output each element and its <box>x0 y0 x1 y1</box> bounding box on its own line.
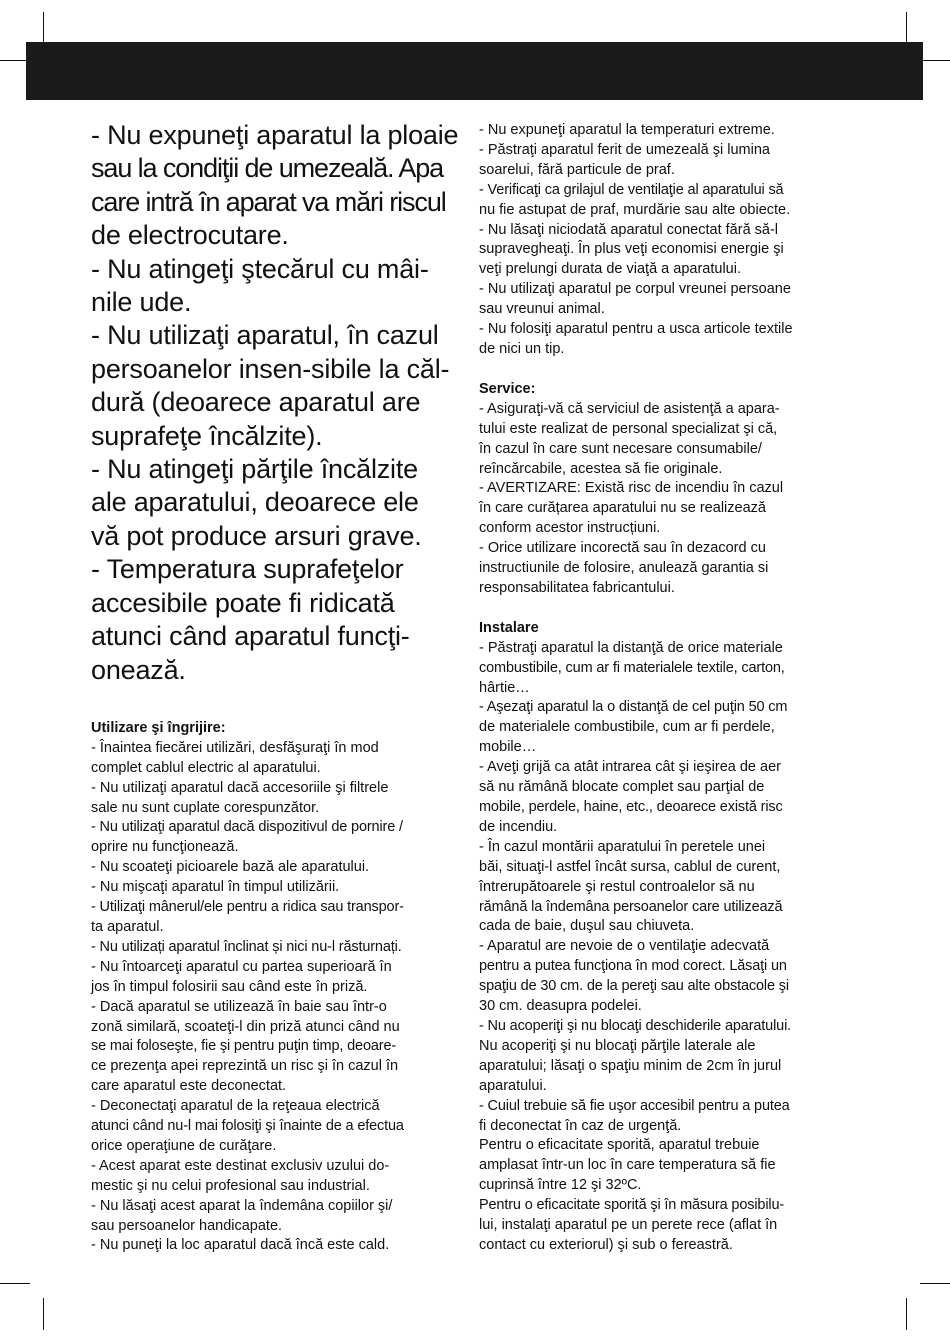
install-line: - Cuiul trebuie să fie uşor accesibil pentru a putea <box>479 1097 790 1114</box>
usage-line: - Nu scoateţi picioarele bază ale aparatului. <box>91 859 370 876</box>
usage-line: ta aparatul. <box>91 918 164 935</box>
install-line: spaţiu de 30 cm. de la pereţi sau alte obstacole şi <box>479 978 789 995</box>
intro-line: sau vreunui animal. <box>479 301 605 318</box>
usage-heading: Utilizare şi îngrijire: <box>91 719 226 736</box>
install-line: - În cazul montării aparatului în peretele unei <box>479 838 766 855</box>
warning-line: atunci când aparatul funcţi- <box>91 621 410 652</box>
install-line: aparatului; lăsaţi o spaţiu minim de 2cm în jurul <box>479 1057 782 1074</box>
usage-line: - Înaintea fiecărei utilizări, desfăşuraţi în mod <box>91 739 379 756</box>
install-line: pentru a putea funcţiona în mod corect. Lăsaţi un <box>479 958 787 975</box>
install-line: 30 cm. deasupra podelei. <box>479 998 642 1015</box>
install-line: - Aveţi grijă ca atât intrarea cât şi ieşirea de aer <box>479 759 781 776</box>
usage-line: complet cablul electric al aparatului. <box>91 759 321 776</box>
crop-mark <box>920 60 950 61</box>
install-line: băi, situaţi-l astfel încât sursa, cablul de curent, <box>479 858 781 875</box>
usage-line: atunci când nu-l mai folosiţi şi înainte de a efectua <box>91 1118 404 1135</box>
usage-line: zonă similară, scoateţi-l din priză atunci când nu <box>91 1018 400 1035</box>
install-line: cuprinsă între 12 şi 32ºC. <box>479 1177 642 1194</box>
install-section <box>479 639 851 1256</box>
warning-line: care intră în aparat va mări riscul <box>91 186 446 217</box>
usage-line: - Acest aparat este destinat exclusiv uzului do- <box>91 1157 390 1174</box>
intro-line: - Nu lăsaţi niciodată aparatul conectat fără să-l <box>479 221 779 238</box>
install-line: lui, instalaţi aparatul pe un perete rece (aflat în <box>479 1217 778 1234</box>
warning-line: - Temperatura suprafeţelor <box>91 554 404 585</box>
warning-line: - Nu atingeţi părţile încălzite <box>91 454 418 485</box>
install-line: Nu acoperiţi şi nu blocaţi părţile laterale ale <box>479 1037 756 1054</box>
service-line: - AVERTIZARE: Există risc de incendiu în cazul <box>479 480 784 497</box>
install-line: Pentru o eficacitate sporită şi în măsura posibilu- <box>479 1197 785 1214</box>
crop-mark <box>906 12 907 44</box>
install-line: hârtie… <box>479 679 530 696</box>
header-bar <box>26 42 923 100</box>
warning-line: sau la condiţii de umezeală. Apa <box>91 153 444 184</box>
usage-line: - Nu utilizaţi aparatul dacă dispozitivul de pornire / <box>91 819 403 836</box>
warning-line: de electrocutare. <box>91 220 289 251</box>
install-line: să nu rămână blocate complet sau parţial de <box>479 779 765 796</box>
install-line: amplasat într-un loc în care temperatura să fie <box>479 1157 776 1174</box>
warning-line: - Nu expuneţi aparatul la ploaie <box>91 120 459 150</box>
usage-line: mestic şi nu celui profesional sau industrial. <box>91 1177 370 1194</box>
install-line: - Aparatul are nevoie de o ventilaţie adecvată <box>479 938 770 955</box>
usage-line: - Utilizaţi mânerul/ele pentru a ridica sau transpor- <box>91 899 404 916</box>
crop-mark <box>0 1283 30 1284</box>
crop-mark <box>920 1283 950 1284</box>
crop-mark <box>43 1298 44 1330</box>
crop-mark <box>43 12 44 44</box>
intro-line: soarelui, fără particule de praf. <box>479 161 675 178</box>
install-line: - Nu acoperiţi şi nu blocaţi deschiderile aparatului. <box>479 1017 792 1034</box>
intro-line: - Păstraţi aparatul ferit de umezeală şi lumina <box>479 141 770 158</box>
install-line: combustibile, cum ar fi materialele textile, carton, <box>479 659 785 676</box>
usage-line: se mai foloseşte, fie şi pentru puţin timp, deoare- <box>91 1038 397 1055</box>
warning-line: accesibile poate fi ridicată <box>91 587 395 618</box>
install-line: mobile, perdele, haine, etc., deoarece există risc <box>479 799 783 815</box>
warning-line: onează. <box>91 654 186 685</box>
usage-line: - Nu întoarceţi aparatul cu partea superioară în <box>91 958 392 975</box>
install-line: rămână la îndemâna persoanelor care utilizează <box>479 898 783 915</box>
intro-line: veţi prelungi durata de viaţă a aparatului. <box>479 261 741 278</box>
usage-line: - Nu mişcaţi aparatul în timpul utilizării. <box>91 879 340 896</box>
warning-line: vă pot produce arsuri grave. <box>91 520 422 551</box>
service-section <box>479 400 851 599</box>
intro-line: nu fie astupat de praf, murdărie sau alte obiecte. <box>479 201 791 218</box>
service-line: în cazul în care sunt necesare consumabile/ <box>479 440 762 457</box>
usage-line: sau persoanelor handicapate. <box>91 1217 283 1234</box>
usage-line: ce prezenţa apei reprezintă un risc şi în cazul în <box>91 1058 399 1075</box>
install-line: de incendiu. <box>479 818 558 835</box>
usage-line: oprire nu funcţionează. <box>91 839 239 856</box>
intro-line: - Nu utilizaţi aparatul pe corpul vreunei persoane <box>479 281 791 298</box>
install-line: - Păstraţi aparatul la distanţă de orice materiale <box>479 639 783 656</box>
usage-line: - Deconectaţi aparatul de la reţeaua electrică <box>91 1098 380 1115</box>
service-line: responsabilitatea fabricantului. <box>479 579 675 596</box>
warning-line: ale aparatului, deoarece ele <box>91 487 419 518</box>
crop-mark <box>906 1298 907 1330</box>
right-column <box>479 121 851 1256</box>
warning-line: dură (deoarece aparatul are <box>91 387 421 418</box>
left-column <box>91 119 463 1256</box>
service-line: conform acestor instrucțiuni. <box>479 520 661 537</box>
install-line: aparatului. <box>479 1077 547 1094</box>
usage-section <box>91 739 463 1257</box>
install-line: de materialele combustibile, cum ar fi perdele, <box>479 719 775 736</box>
usage-line: - Dacă aparatul se utilizează în baie sau într-o <box>91 998 387 1015</box>
warning-line: suprafeţe încălzite). <box>91 420 323 451</box>
service-line: - Asiguraţi-vă că serviciul de asistenţă a apara- <box>479 400 780 417</box>
intro-line: supravegheaţi. În plus veţi economisi energie şi <box>479 241 784 258</box>
usage-line: - Nu utilizați aparatul înclinat și nici nu-l răsturnați. <box>91 938 402 955</box>
usage-line: care aparatul este deconectat. <box>91 1078 287 1095</box>
warning-line: - Nu atingeţi ştecărul cu mâi- <box>91 253 429 284</box>
intro-line: - Nu expuneţi aparatul la temperaturi extreme. <box>479 122 775 138</box>
install-line: fi deconectat în caz de urgenţă. <box>479 1117 682 1134</box>
warning-line: persoanelor insen-sibile la căl- <box>91 353 450 384</box>
install-line: contact cu exteriorul) şi sub o fereastră. <box>479 1236 733 1253</box>
service-line: - Orice utilizare incorectă sau în dezacord cu <box>479 540 766 557</box>
service-line: reîncărcabile, acestea să fie originale. <box>479 460 723 477</box>
intro-section <box>479 121 851 360</box>
usage-line: - Nu utilizaţi aparatul dacă accesoriile şi filtrele <box>91 779 389 796</box>
service-line: instructiunile de folosire, anulează garantia si <box>479 560 769 577</box>
install-line: - Aşezaţi aparatul la o distanţă de cel puţin 50 cm <box>479 699 788 716</box>
usage-line: - Nu puneţi la loc aparatul dacă încă este cald. <box>91 1237 390 1254</box>
usage-line: - Nu lăsaţi acest aparat la îndemâna copiilor şi/ <box>91 1197 393 1214</box>
service-line: în care curățarea aparatului nu se realizează <box>479 500 766 517</box>
install-line: cada de baie, duşul sau chiuveta. <box>479 918 695 935</box>
intro-line: - Nu folosiţi aparatul pentru a usca articole textile <box>479 321 793 338</box>
service-heading: Service: <box>479 380 536 397</box>
usage-line: sale nu sunt cuplate corespunzător. <box>91 799 320 816</box>
install-line: întrerupătoarele şi restul controalelor să nu <box>479 878 755 895</box>
warnings-large <box>91 119 463 687</box>
intro-line: - Verificaţi ca grilajul de ventilaţie al aparatului să <box>479 181 784 198</box>
install-heading: Instalare <box>479 619 539 636</box>
warning-line: - Nu utilizaţi aparatul, în cazul <box>91 320 439 351</box>
install-line: mobile… <box>479 739 537 756</box>
usage-line: orice operaţiune de curăţare. <box>91 1137 277 1154</box>
intro-line: de nici un tip. <box>479 340 565 357</box>
usage-line: jos în timpul folosirii sau când este în priză. <box>91 978 368 995</box>
install-line: Pentru o eficacitate sporită, aparatul trebuie <box>479 1137 760 1154</box>
service-line: tului este realizat de personal specializat şi că, <box>479 420 778 437</box>
warning-line: nile ude. <box>91 287 192 318</box>
